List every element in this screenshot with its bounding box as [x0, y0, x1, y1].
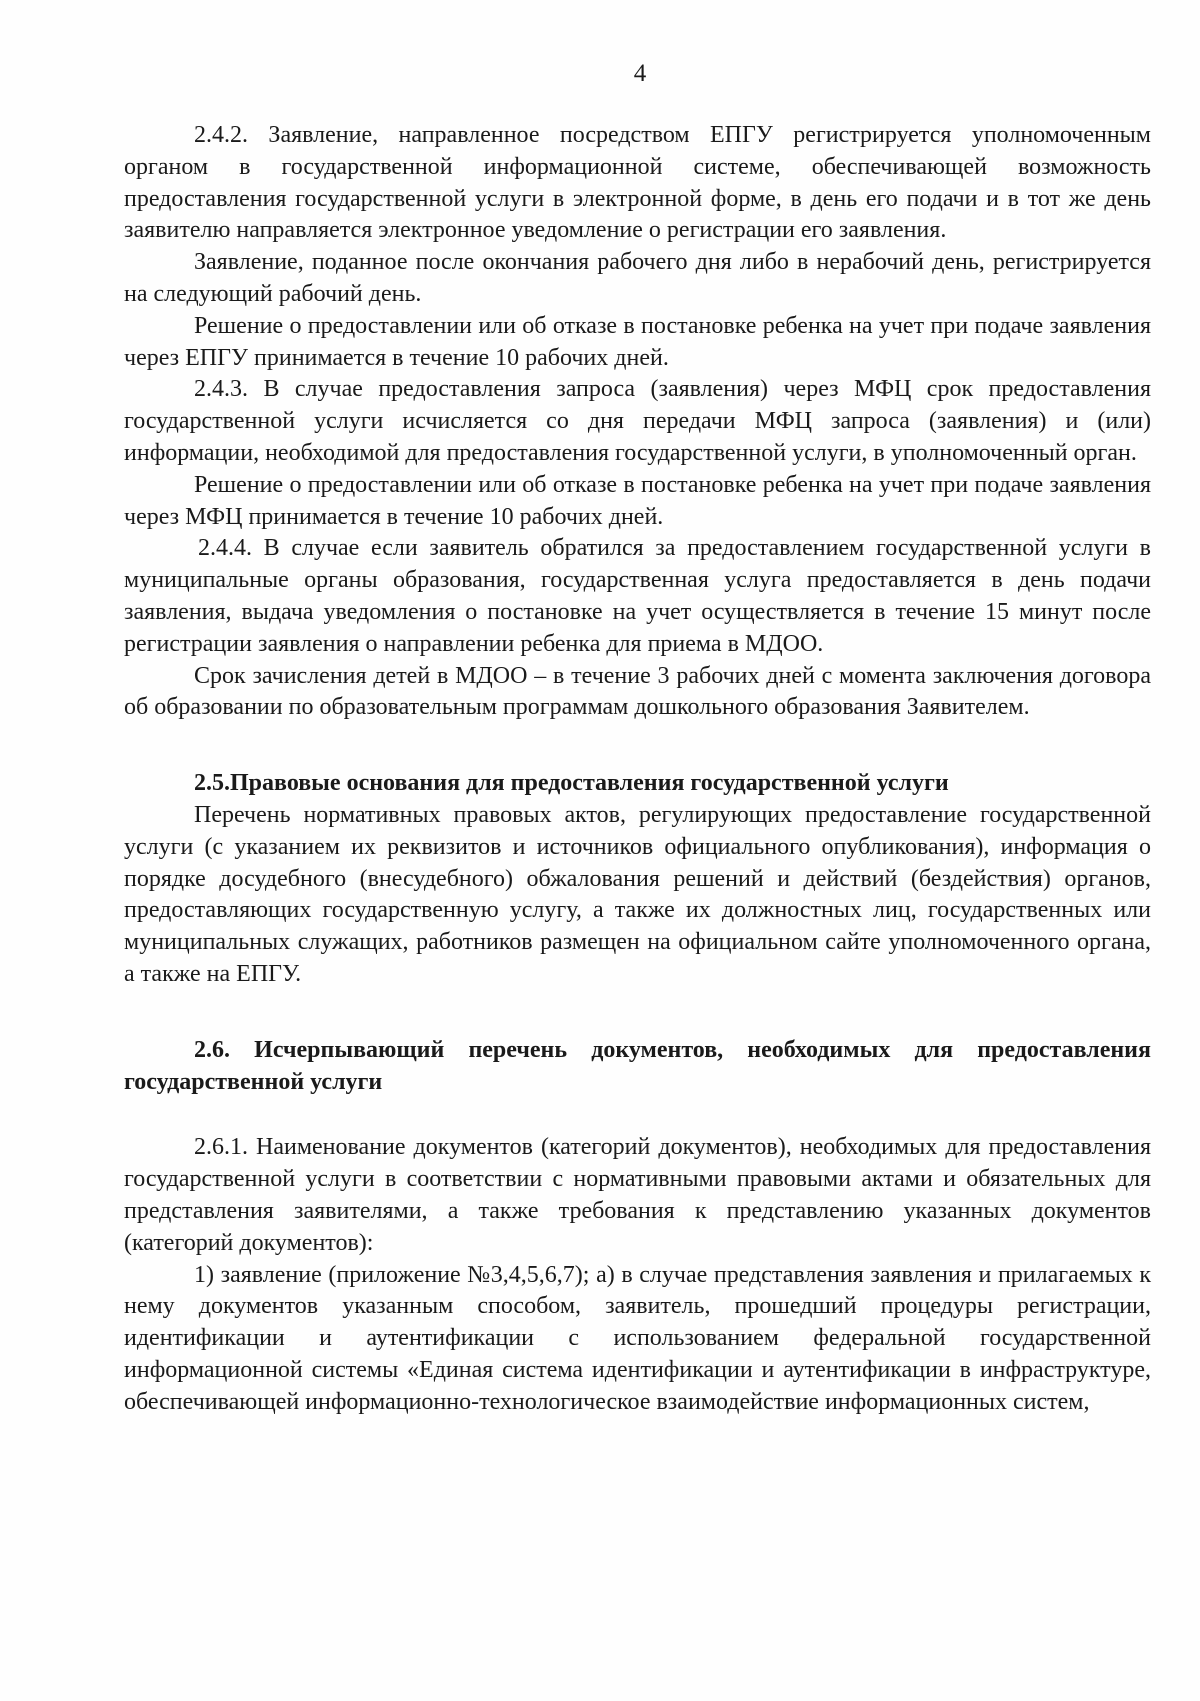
paragraph-2-4-3: 2.4.3. В случае предоставления запроса (заявления) через МФЦ срок предоставления государственной услуги исчисляется со дня передачи МФЦ запроса (заявления) и (или) информации, необходимой для предоставления государственной услуги, в уполномоченный орган. [124, 376, 1151, 466]
paragraph-item-1: 1) заявление (приложение №3,4,5,6,7); а) в случае представления заявления и прилагаемых к нему документов указанным способом, заявитель, прошедший процедуры регистрации, идентификации и аутентификации с использованием федеральной государственной информационной системы «Единая система идентификации и аутентификации в инфраструктуре, обеспечивающей информационно-технологическое взаимодействие информационных систем, [124, 1261, 1151, 1415]
heading-2-5: 2.5.Правовые основания для предоставления государственной услуги [194, 770, 949, 797]
paragraph-decision-mfc: Решение о предоставлении или об отказе в постановке ребенка на учет при подаче заявления через МФЦ принимается в течение 10 рабочих дней. [124, 471, 1151, 530]
page-number: 4 [633, 60, 647, 87]
paragraph-enrollment: Срок зачисления детей в МДОО – в течение 3 рабочих дней с момента заключения договора об образовании по образовательным программам дошкольного образования Заявителем. [124, 662, 1151, 721]
paragraph-2-5: Перечень нормативных правовых актов, регулирующих предоставление государственной услуги (с указанием их реквизитов и источников официального опубликования), информация о порядке досудебного (внесудебного) обжалования решений и действий (бездействия) органов, предоставляющих государственную услугу, а также их должностных лиц, государственных или муниципальных служащих, работников размещен на официальном сайте уполномоченного органа, а также на ЕПГУ. [124, 801, 1151, 987]
paragraph-2-4-2: 2.4.2. Заявление, направленное посредством ЕПГУ регистрируется уполномоченным органом в государственной информационной системе, обеспечивающей возможность предоставления государственной услуги в электронной форме, в день его подачи и в тот же день заявителю направляется электронное уведомление о регистрации его заявления. [124, 122, 1151, 244]
paragraph-2-4-4: 2.4.4. В случае если заявитель обратился за предоставлением государственной услуги в муниципальные органы образования, государственная услуга предоставляется в день подачи заявления, выдача уведомления о постановке на учет осуществляется в течение 15 минут после регистрации заявления о направлении ребенка для приема в МДОО. [124, 535, 1151, 657]
document-body [124, 120, 1151, 1418]
paragraph-decision-epgu: Решение о предоставлении или об отказе в постановке ребенка на учет при подаче заявления через ЕПГУ принимается в течение 10 рабочих дней. [124, 312, 1151, 371]
heading-2-6: 2.6. Исчерпывающий перечень документов, необходимых для предоставления государственной услуги [124, 1036, 1151, 1095]
paragraph-2-6-1: 2.6.1. Наименование документов (категорий документов), необходимых для предоставления государственной услуги в соответствии с нормативными правовыми актами и обязательных для представления заявителями, а также требования к представлению указанных документов (категорий документов): [124, 1134, 1151, 1256]
paragraph-after-hours: Заявление, поданное после окончания рабочего дня либо в нерабочий день, регистрируется на следующий рабочий день. [124, 249, 1151, 307]
